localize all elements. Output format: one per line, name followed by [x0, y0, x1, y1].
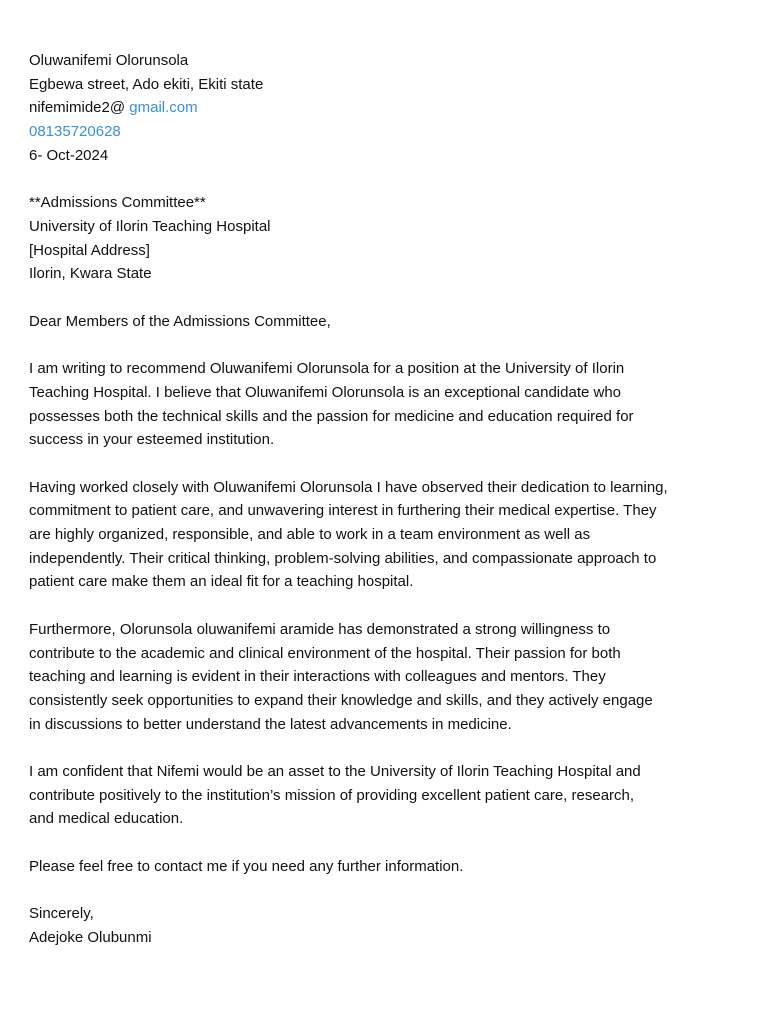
signoff-block	[29, 902, 748, 949]
recipient-block	[29, 191, 748, 286]
body-paragraph-2	[29, 476, 748, 595]
paragraph-line: and medical education.	[29, 810, 184, 828]
salutation	[29, 310, 748, 334]
paragraph-line: consistently seek opportunities to expand their knowledge and skills, and they actively engage	[29, 691, 653, 709]
paragraph-line: are highly organized, responsible, and able to work in a team environment as well as	[29, 526, 591, 543]
recipient-city: Ilorin, Kwara State	[29, 265, 152, 283]
paragraph-line: teaching and learning is evident in their interactions with colleagues and mentors. They	[29, 668, 606, 686]
paragraph-line: contribute to the academic and clinical environment of the hospital. Their passion for both	[29, 644, 621, 662]
sender-email	[29, 96, 748, 120]
body-paragraph-1	[29, 357, 748, 452]
recipient-title: **Admissions Committee**	[29, 194, 206, 212]
email-domain-link[interactable]: gmail.com	[129, 99, 198, 117]
signature-name: Adejoke Olubunmi	[29, 928, 152, 946]
phone-link[interactable]: 08135720628	[29, 123, 121, 141]
paragraph-line: possesses both the technical skills and the passion for medicine and education required for	[29, 407, 634, 425]
paragraph-line: Please feel free to contact me if you need any further information.	[29, 857, 464, 875]
letter-date: 6- Oct-2024	[29, 146, 109, 164]
sender-address: Egbewa street, Ado ekiti, Ekiti state	[29, 75, 264, 93]
salutation-text: Dear Members of the Admissions Committee,	[29, 312, 331, 330]
paragraph-line: independently. Their critical thinking, problem-solving abilities, and compassionate approach to	[29, 549, 657, 567]
paragraph-line: success in your esteemed institution.	[29, 431, 275, 449]
paragraph-line: commitment to patient care, and unwavering interest in furthering their medical expertise. They	[29, 502, 657, 520]
recipient-address: [Hospital Address]	[29, 241, 150, 259]
body-paragraph-5	[29, 855, 748, 879]
paragraph-line: in discussions to better understand the latest advancements in medicine.	[29, 715, 512, 733]
sender-block	[29, 49, 748, 168]
paragraph-line: patient care make them an ideal fit for a teaching hospital.	[29, 573, 414, 591]
paragraph-line: I am writing to recommend Oluwanifemi Olorunsola for a position at the University of Ilorin	[29, 360, 625, 378]
paragraph-line: contribute positively to the institution’s mission of providing excellent patient care, research,	[29, 786, 635, 804]
paragraph-line: Teaching Hospital. I believe that Oluwanifemi Olorunsola is an exceptional candidate who	[29, 383, 622, 401]
paragraph-line: Having worked closely with Oluwanifemi Olorunsola I have observed their dedication to learning,	[29, 478, 668, 496]
paragraph-line: Furthermore, Olorunsola oluwanifemi aramide has demonstrated a strong willingness to	[29, 620, 611, 638]
body-paragraph-4	[29, 760, 748, 831]
sender-email-user: nifemimide2@	[29, 99, 126, 117]
sender-name: Oluwanifemi Olorunsola	[29, 52, 189, 69]
body-paragraph-3	[29, 618, 748, 737]
recipient-institution: University of Ilorin Teaching Hospital	[29, 217, 271, 235]
closing-text: Sincerely,	[29, 905, 94, 923]
paragraph-line: I am confident that Nifemi would be an asset to the University of Ilorin Teaching Hospital and	[29, 763, 641, 780]
